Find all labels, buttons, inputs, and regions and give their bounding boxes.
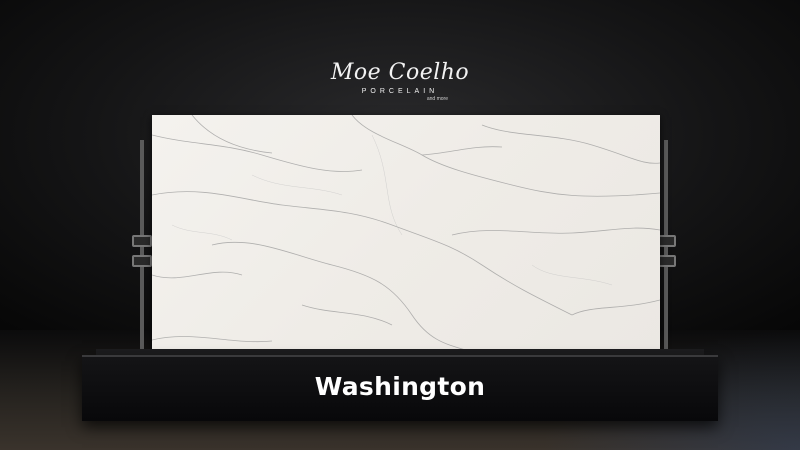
brand-logo — [330, 60, 470, 103]
display-stand-left — [136, 140, 148, 360]
marble-veins — [152, 115, 660, 355]
logo-subtitle: PORCELAIN — [361, 88, 439, 95]
marble-slab-image — [152, 115, 660, 355]
logo-tagline: and more — [426, 96, 448, 102]
logo-name: Moe Coelho — [330, 60, 470, 85]
product-title: Washington — [314, 372, 486, 401]
display-stand-right — [660, 140, 672, 360]
